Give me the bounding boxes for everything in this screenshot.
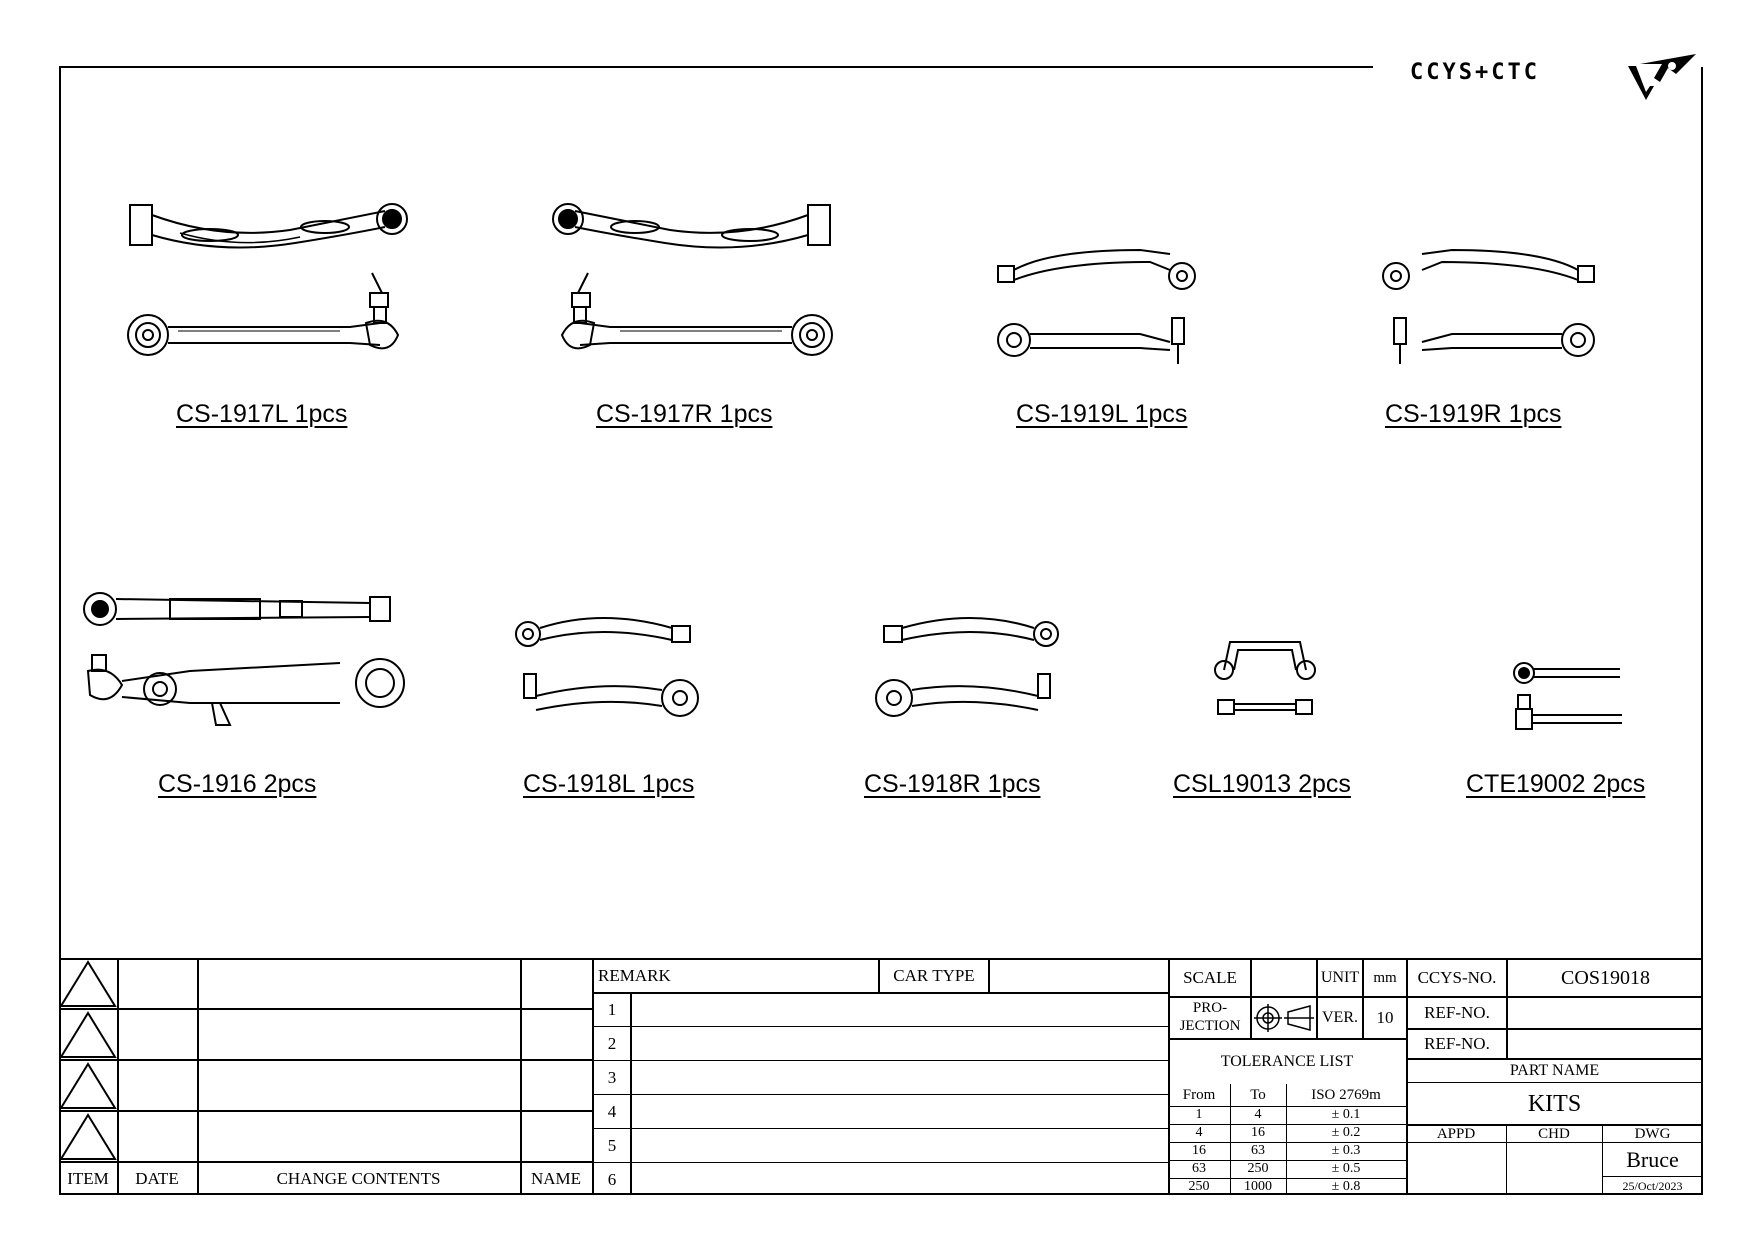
part-drawing-cs1918r <box>862 610 1062 730</box>
tolerance-from-header: From <box>1182 1086 1216 1103</box>
part-label-csl19013: CSL19013 2pcs <box>1173 770 1351 798</box>
company-logo <box>1410 52 1700 102</box>
dwg-label: DWG <box>1634 1125 1671 1142</box>
ref-no-label: REF-NO. <box>1424 1003 1490 1022</box>
tolerance-to: 250 <box>1247 1161 1269 1176</box>
tolerance-to-header: To <box>1250 1086 1266 1103</box>
part-drawing-cs1919r <box>1372 240 1602 370</box>
tolerance-value: ± 0.5 <box>1331 1161 1361 1176</box>
part-drawing-cs1916 <box>80 585 410 735</box>
date-header: DATE <box>135 1169 179 1188</box>
tolerance-from: 1 <box>1195 1107 1203 1122</box>
tolerance-value: ± 0.8 <box>1331 1178 1361 1194</box>
part-drawing-cte19002 <box>1510 655 1630 735</box>
remark-label: REMARK <box>598 966 671 985</box>
ver-label: VER. <box>1322 1009 1358 1026</box>
tolerance-from: 4 <box>1195 1125 1203 1140</box>
tolerance-list-title: TOLERANCE LIST <box>1220 1053 1354 1070</box>
part-label-cte19002: CTE19002 2pcs <box>1466 770 1646 798</box>
part-name-label: PART NAME <box>1509 1062 1600 1079</box>
dwg-drawer-name: Bruce <box>1626 1147 1679 1172</box>
change-contents-header: CHANGE CONTENTS <box>276 1169 441 1188</box>
tolerance-from: 63 <box>1192 1161 1206 1176</box>
part-drawing-csl19013 <box>1210 630 1320 720</box>
ref-no-label: REF-NO. <box>1424 1034 1490 1053</box>
part-label-cs1919l: CS-1919L 1pcs <box>1016 400 1188 428</box>
remark-row-number: 1 <box>607 1000 617 1019</box>
item-header: ITEM <box>67 1169 109 1188</box>
revision-triangle-icons <box>59 958 117 1162</box>
part-label-cs1918r: CS-1918R 1pcs <box>864 770 1041 798</box>
tolerance-to: 63 <box>1251 1143 1265 1158</box>
part-label-cs1918l: CS-1918L 1pcs <box>523 770 695 798</box>
remark-row-number: 2 <box>607 1034 617 1053</box>
car-type-label: CAR TYPE <box>893 966 975 985</box>
third-angle-projection-icon <box>1252 1002 1314 1034</box>
name-header: NAME <box>530 1169 582 1188</box>
ccys-no-value: COS19018 <box>1561 966 1650 989</box>
ccys-no-label: CCYS-NO. <box>1417 968 1497 987</box>
part-drawing-cs1918l <box>512 610 712 730</box>
part-label-cs1917r: CS-1917R 1pcs <box>596 400 773 428</box>
tolerance-value: ± 0.1 <box>1331 1107 1361 1122</box>
remark-row-number: 3 <box>607 1068 617 1087</box>
dwg-date: 25/Oct/2023 <box>1622 1178 1683 1193</box>
tolerance-value: ± 0.2 <box>1331 1125 1361 1140</box>
part-drawing-cs1917r <box>550 195 850 375</box>
tolerance-value: ± 0.3 <box>1331 1143 1361 1158</box>
part-name-value: KITS <box>1527 1090 1582 1117</box>
part-label-cs1919r: CS-1919R 1pcs <box>1385 400 1562 428</box>
projection-label-line1: PRO- <box>1192 999 1228 1016</box>
tolerance-iso-header: ISO 2769m <box>1311 1086 1381 1103</box>
remark-row-number: 4 <box>607 1102 617 1121</box>
part-label-cs1917l: CS-1917L 1pcs <box>176 400 348 428</box>
unit-label: UNIT <box>1320 969 1360 986</box>
tolerance-from: 250 <box>1188 1178 1210 1194</box>
tolerance-from: 16 <box>1192 1143 1206 1158</box>
tolerance-to: 1000 <box>1244 1178 1272 1194</box>
tolerance-to: 4 <box>1254 1107 1262 1122</box>
part-drawing-cs1917l <box>120 195 420 375</box>
logo-text: CCYS+CTC <box>1410 60 1540 85</box>
unit-value: mm <box>1373 969 1397 986</box>
part-drawing-cs1919l <box>990 240 1220 370</box>
scale-label: SCALE <box>1183 968 1237 987</box>
chd-label: CHD <box>1538 1125 1570 1142</box>
logo-emblem-icon <box>1620 52 1700 102</box>
remark-row-number: 6 <box>607 1169 617 1189</box>
appd-label: APPD <box>1436 1125 1476 1142</box>
projection-label-line2: JECTION <box>1179 1017 1241 1034</box>
remark-row-number: 5 <box>607 1136 617 1155</box>
part-label-cs1916: CS-1916 2pcs <box>158 770 317 798</box>
tolerance-to: 16 <box>1251 1125 1265 1140</box>
ver-value: 10 <box>1376 1008 1394 1027</box>
